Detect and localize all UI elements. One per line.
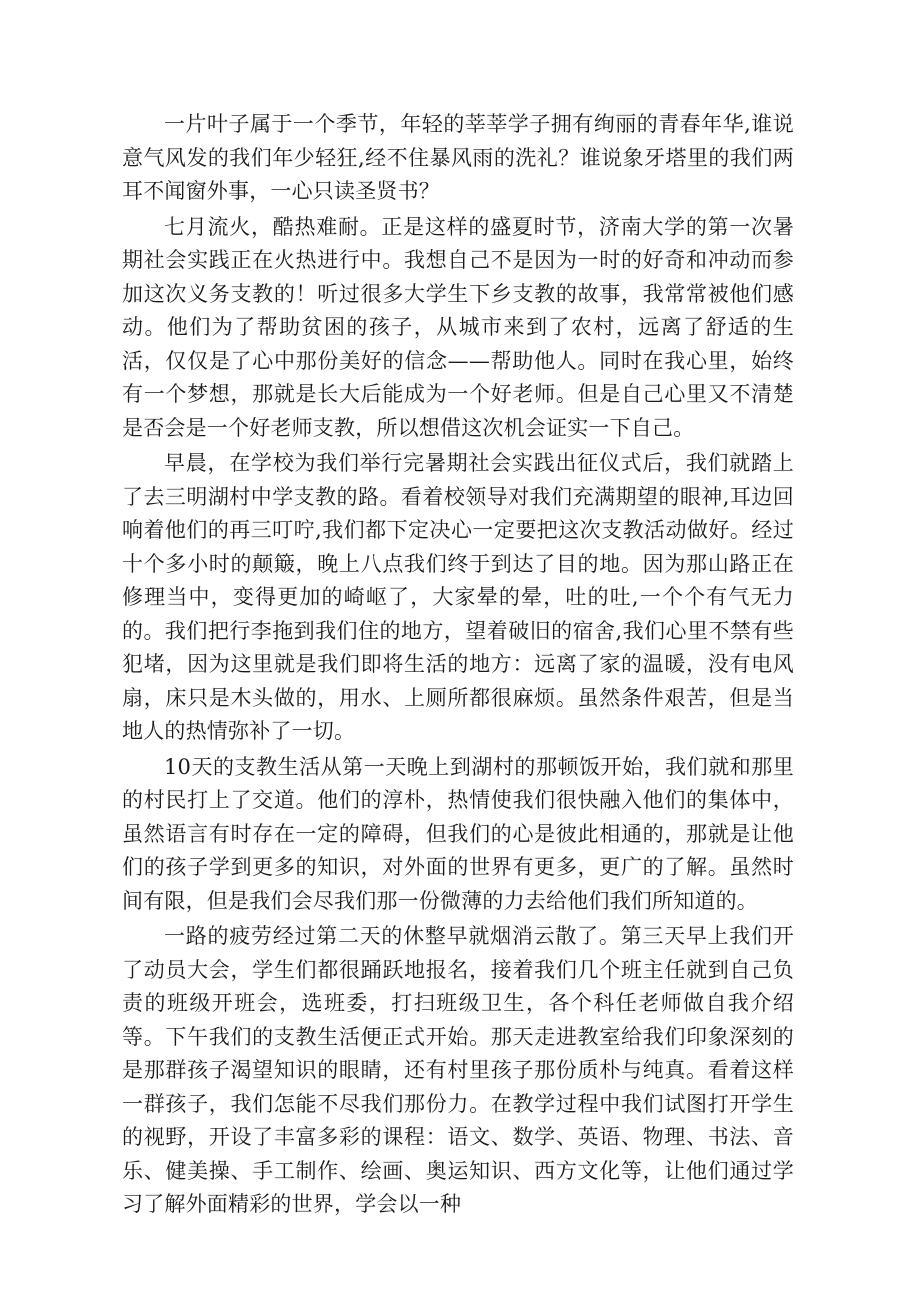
- paragraph-3: 早晨，在学校为我们举行完暑期社会实践出征仪式后，我们就踏上了去三明湖村中学支教的路。看着校领导对我们充满期望的眼神,耳边回响着他们的再三叮咛,我们都下定决心一定要把这次支教活动做好。经过十个多小时的颠簸，晚上八点我们终于到达了目的地。因为那山路正在修理当中，变得更加的崎岖了，大家晕的晕，吐的吐,一个个有气无力的。我们把行李拖到我们住的地方，望着破旧的宿舍,我们心里不禁有些犯堵，因为这里就是我们即将生活的地方：远离了家的温暖，没有电风扇，床只是木头做的，用水、上厕所都很麻烦。虽然条件艰苦，但是当地人的热情弥补了一切。: [122, 451, 794, 743]
- paragraph-4: 10天的支教生活从第一天晚上到湖村的那顿饭开始，我们就和那里的村民打上了交道。他们的淳朴，热情使我们很快融入他们的集体中，虽然语言有时存在一定的障碍，但我们的心是彼此相通的，那就是让他们的孩子学到更多的知识，对外面的世界有更多，更广的了解。虽然时间有限，但是我们会尽我们那一份微薄的力去给他们我们所知道的。: [122, 754, 794, 913]
- paragraph-2: 七月流火，酷热难耐。正是这样的盛夏时节，济南大学的第一次暑期社会实践正在火热进行中。我想自己不是因为一时的好奇和冲动而参加这次义务支教的！听过很多大学生下乡支教的故事，我常常被他们感动。他们为了帮助贫困的孩子，从城市来到了农村，远离了舒适的生活，仅仅是了心中那份美好的信念——帮助他人。同时在我心里，始终有一个梦想，那就是长大后能成为一个好老师。但是自己心里又不清楚是否会是一个好老师支教，所以想借这次机会证实一下自己。: [122, 214, 794, 440]
- paragraph-5: 一路的疲劳经过第二天的休整早就烟消云散了。第三天早上我们开了动员大会，学生们都很踊跃地报名，接着我们几个班主任就到自己负责的班级开班会，选班委，打扫班级卫生，各个科任老师做自我介绍等。下午我们的支教生活便正式开始。那天走进教室给我们印象深刻的是那群孩子渴望知识的眼睛，还有村里孩子那份质朴与纯真。看着这样一群孩子，我们怎能不尽我们那份力。在教学过程中我们试图打开学生的视野，开设了丰富多彩的课程：语文、数学、英语、物理、书法、音乐、健美操、手工制作、绘画、奥运知识、西方文化等，让他们通过学习了解外面精彩的世界，学会以一种: [122, 924, 794, 1216]
- document-body: [122, 108, 794, 1222]
- paragraph-1: 一片叶子属于一个季节，年轻的莘莘学子拥有绚丽的青春年华,谁说意气风发的我们年少轻狂,经不住暴风雨的洗礼？谁说象牙塔里的我们两耳不闻窗外事，一心只读圣贤书？: [122, 112, 794, 203]
